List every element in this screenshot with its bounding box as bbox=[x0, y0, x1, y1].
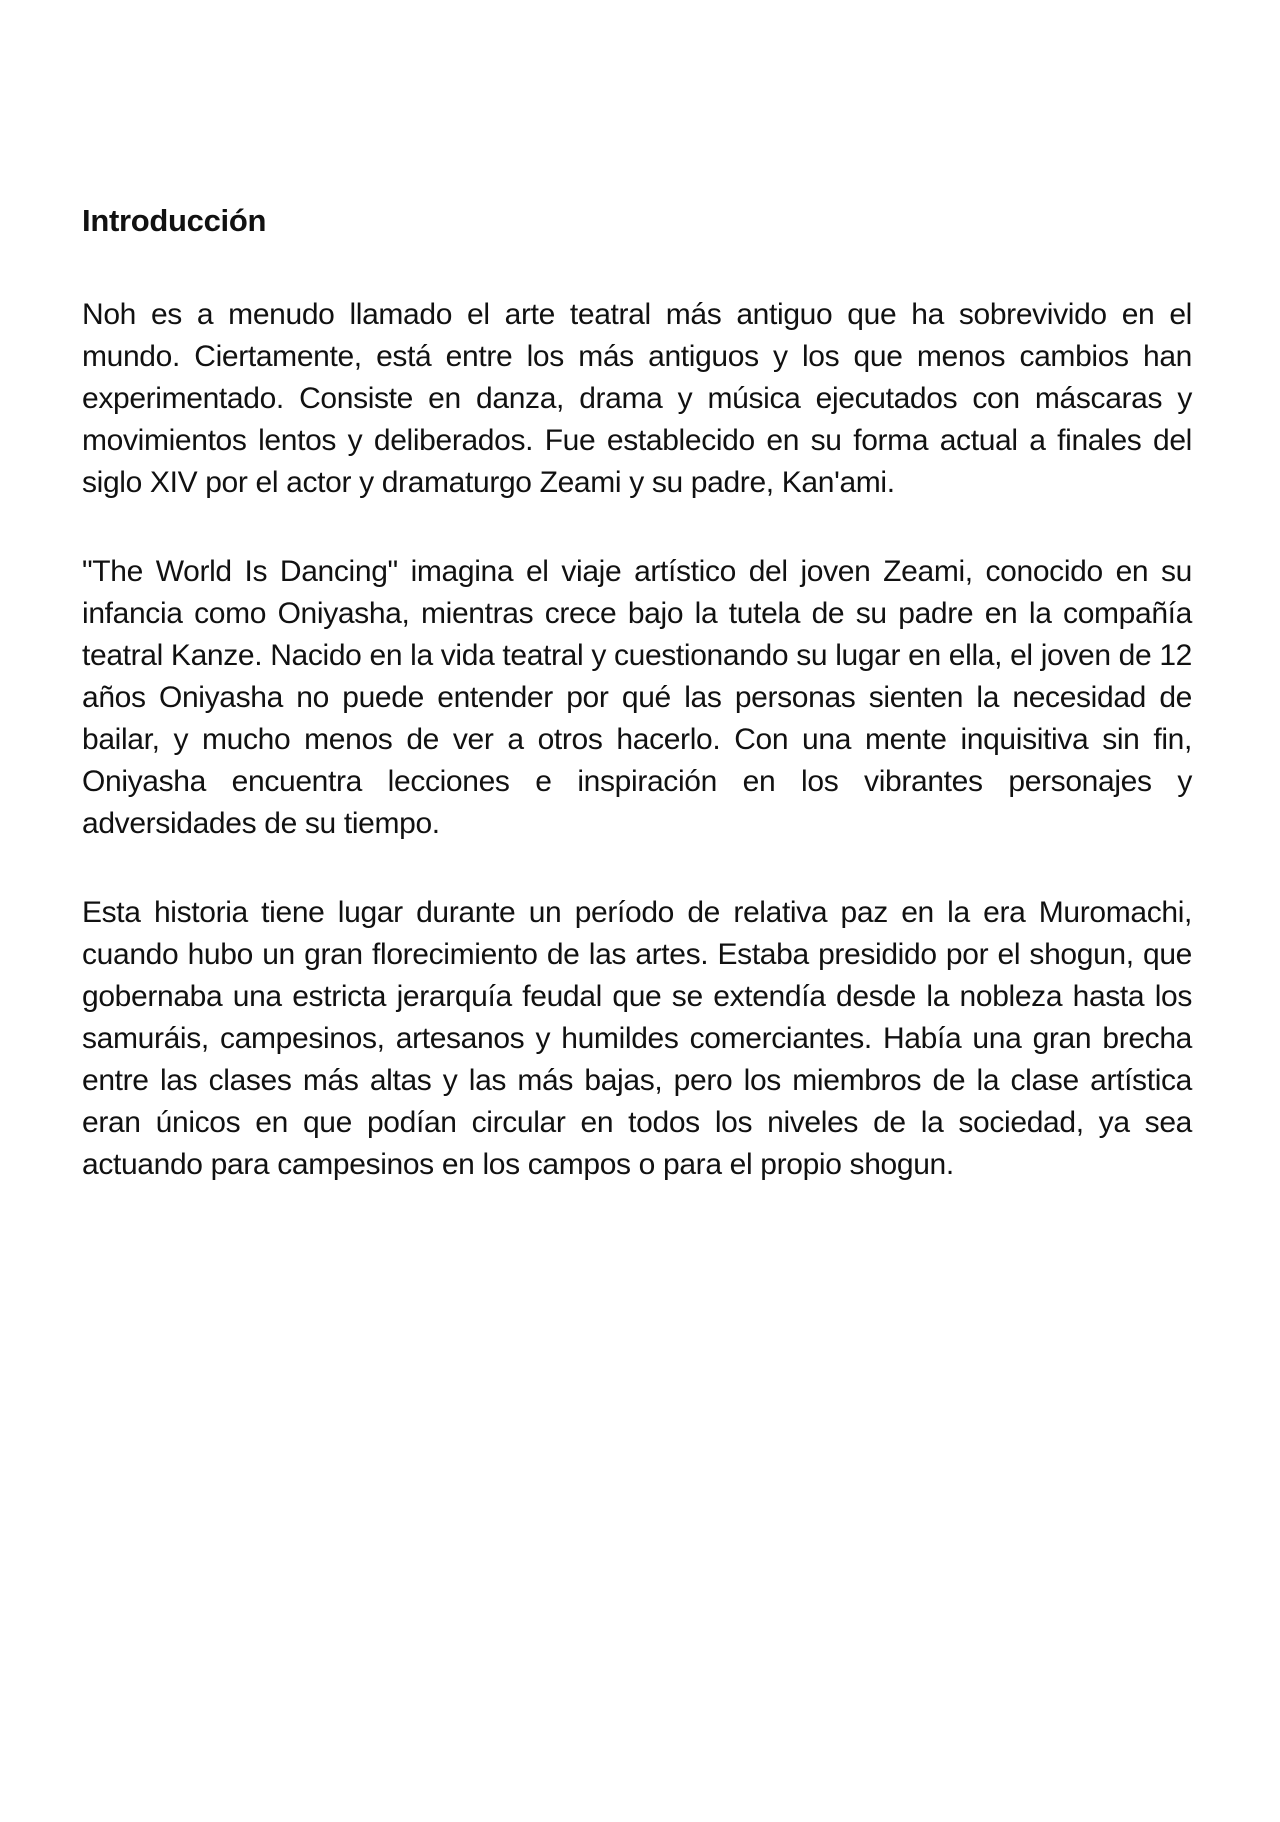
paragraph-muromachi-era: Esta historia tiene lugar durante un período de relativa paz en la era Muromachi, cuando hubo un gran florecimiento de las artes. Estaba presidido por el shogun, que gobernaba una estricta jerarquía feudal que se extendía desde la nobleza hasta los samuráis, campesinos, artesanos y humildes comerciantes. Había una gran brecha entre las clases más altas y las más bajas, pero los miembros de la clase artística eran únicos en que podían circular en todos los niveles de la sociedad, ya sea actuando para campesinos en los campos o para el propio shogun. bbox=[82, 896, 1192, 1181]
paragraph-noh-intro: Noh es a menudo llamado el arte teatral más antiguo que ha sobrevivido en el mundo. Ciertamente, está entre los más antiguos y los que menos cambios han experimentado. Consiste en danza, drama y música ejecutados con máscaras y movimientos lentos y deliberados. Fue establecido en su forma actual a finales del siglo XIV por el actor y dramaturgo Zeami y su padre, Kan'ami. bbox=[82, 298, 1192, 499]
paragraph-world-is-dancing: "The World Is Dancing" imagina el viaje artístico del joven Zeami, conocido en su infancia como Oniyasha, mientras crece bajo la tutela de su padre en la compañía teatral Kanze. Nacido en la vida teatral y cuestionando su lugar en ella, el joven de 12 años Oniyasha no puede entender por qué las personas sienten la necesidad de bailar, y mucho menos de ver a otros hacerlo. Con una mente inquisitiva sin fin, Oniyasha encuentra lecciones e inspiración en los vibrantes personajes y adversidades de su tiempo. bbox=[82, 555, 1192, 840]
section-heading: Introducción bbox=[82, 203, 267, 238]
document-body bbox=[82, 200, 1192, 1186]
